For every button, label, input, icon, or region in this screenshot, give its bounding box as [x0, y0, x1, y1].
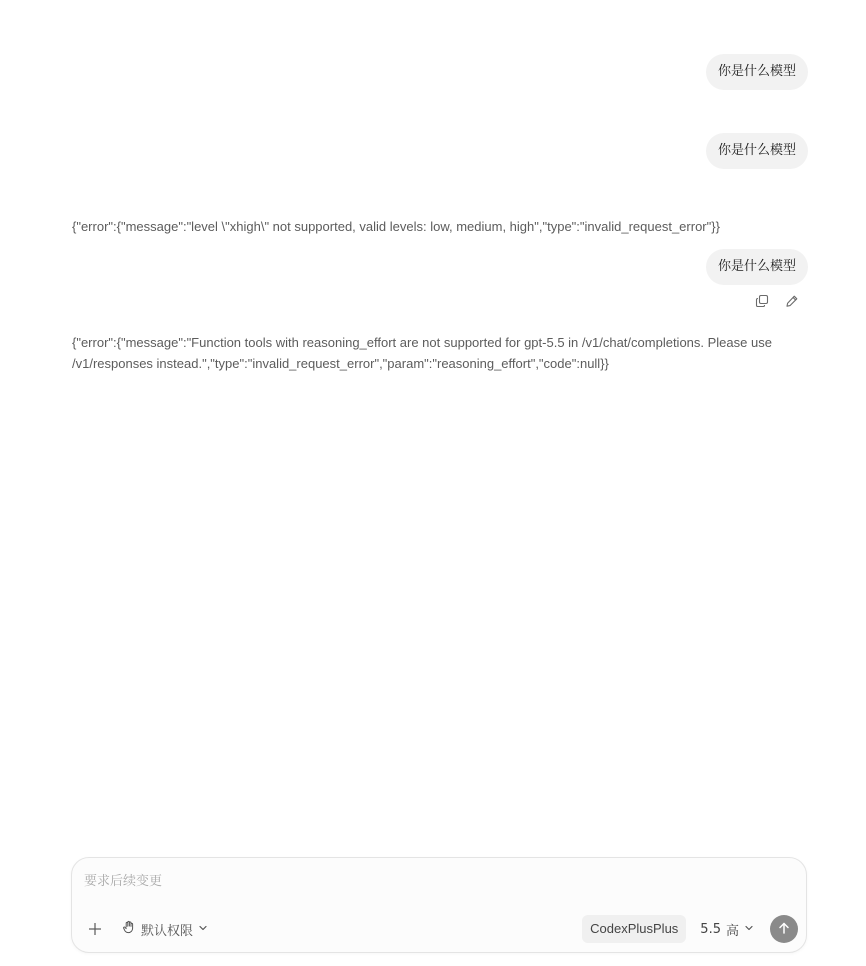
- model-version: 5.5: [700, 921, 721, 937]
- permissions-dropdown[interactable]: [122, 920, 208, 939]
- pencil-icon[interactable]: [784, 293, 800, 309]
- copy-icon[interactable]: [754, 293, 770, 309]
- plus-icon[interactable]: [84, 918, 106, 940]
- error-message: {"error":{"message":"level \"xhigh\" not supported, valid levels: low, medium, high","type":"invalid_request_error"}}: [72, 219, 720, 234]
- error-message: {"error":{"message":"Function tools with reasoning_effort are not supported for gpt-5.5 in /v1/chat/completions. Please use /v1/responses instead.","type":"invalid_request_error","param":"reasoning_effort","code":null}}: [72, 335, 772, 371]
- model-selector[interactable]: CodexPlusPlus: [582, 915, 686, 943]
- chevron-down-icon: [198, 922, 208, 937]
- reasoning-effort-dropdown[interactable]: [700, 920, 754, 939]
- user-message-bubble: 你是什么模型: [706, 54, 808, 90]
- effort-level: 高: [725, 923, 739, 939]
- composer: [71, 857, 807, 953]
- user-message-bubble: 你是什么模型: [706, 249, 808, 285]
- permissions-label: 默认权限: [141, 923, 194, 939]
- user-message-bubble: 你是什么模型: [706, 133, 808, 169]
- chevron-down-icon: [744, 922, 754, 937]
- composer-toolbar: [84, 914, 798, 944]
- message-actions: [754, 293, 800, 309]
- hand-icon: [122, 920, 136, 938]
- arrow-up-icon: [777, 920, 791, 939]
- prompt-input[interactable]: [84, 870, 784, 892]
- send-button[interactable]: [770, 915, 798, 943]
